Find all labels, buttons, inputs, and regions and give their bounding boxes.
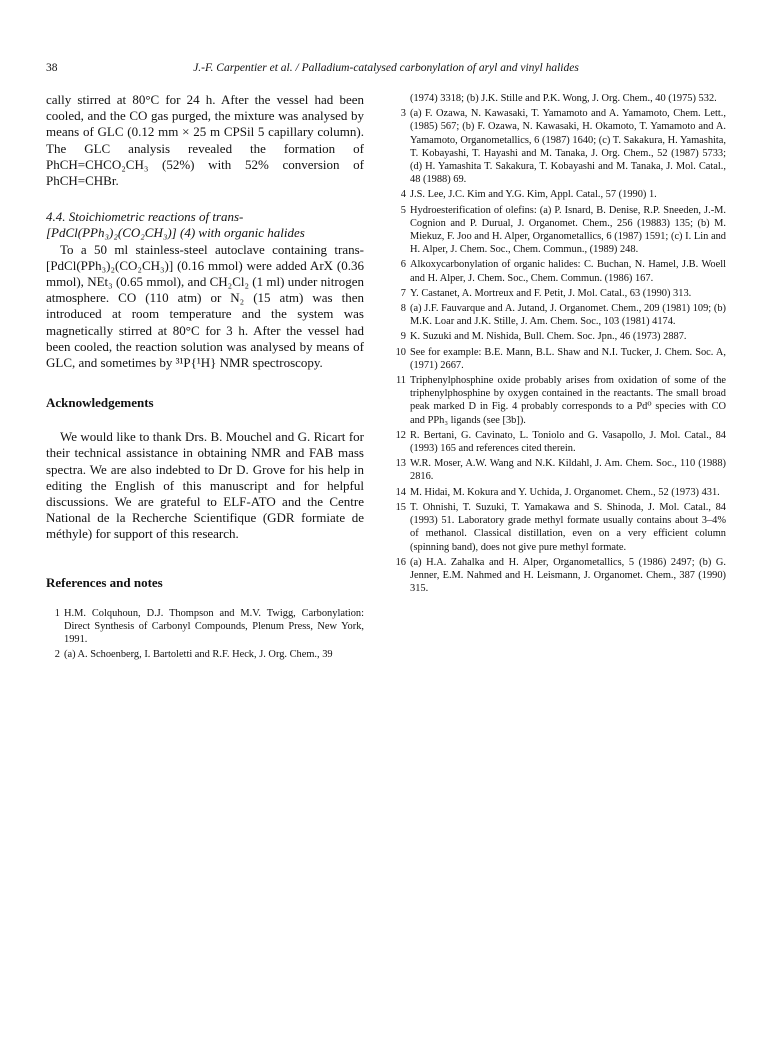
- reference-list-left: [46, 607, 364, 662]
- right-column: [392, 92, 726, 597]
- acknowledgements-heading: Acknowledgements: [46, 395, 154, 411]
- reference-item: 2 (a) A. Schoenberg, I. Bartoletti and R.F. Heck, J. Org. Chem., 39: [54, 649, 333, 661]
- acknowledgements-text: We would like to thank Drs. B. Mouchel and G. Ricart for their technical assistance in obtaining NMR and FAB mass spectra. We are also indebted to Dr D. Grove for his help in editing the English of this manuscript and for helpful discussions. We are grateful to ELF-ATO and the Centre National de la Recherche Scientifique (GDR formiate de méthyle) for support of this research.: [46, 429, 364, 542]
- reference-item: 3 (a) F. Ozawa, N. Kawasaki, T. Yamamoto and A. Yamamoto, Chem. Lett., (1985) 567; (b) F. Ozawa, N. Kawasaki, H. Okamoto, T. Yamamoto and A. Yamamoto, Organometallics, 6 (1987) 1640; (c) T. Sakakura, H. Yamashita, T. Kobayashi, T. Hayashi and M. Tanaka, J. Org. Chem., 52 (1987) 5733; (d) H. Yamashita T. Sakakura, T. Kobayashi and M. Tanaka, J. Mol. Catal., 48 (1988) 69.: [400, 108, 726, 186]
- reference-item: 14 M. Hidai, M. Kokura and Y. Uchida, J. Organomet. Chem., 52 (1973) 431.: [395, 486, 720, 498]
- experimental-paragraph-continued: cally stirred at 80°C for 24 h. After the vessel had been cooled, and the CO gas purged, the mixture was analysed by means of GLC (0.12 mm × 25 m CPSil 5 capillary column). The GLC analysis revealed the formation of PhCH=CHCO₂CH₃ (52%) with 52% conversion of PhCH=CHBr.: [46, 92, 364, 189]
- reference-item: 4 J.S. Lee, J.C. Kim and Y.G. Kim, Appl. Catal., 57 (1990) 1.: [400, 189, 657, 201]
- reference-item: 5 Hydroesterification of olefins: (a) P. Isnard, B. Denise, R.P. Sneeden, J.-M. Cognion and P. Durual, J. Organomet. Chem., 256 (19883) 135; (b) M. Miekuz, F. Joo and H. Alper, Organometallics, 6 (1987) 1591; (c) I. Lin and H. Alper, J. Chem. Soc., Chem. Commun., (1989) 248.: [400, 204, 726, 256]
- page-number: 38: [46, 62, 58, 74]
- reference-item: 12 R. Bertani, G. Cavinato, L. Toniolo and G. Vasapollo, J. Mol. Catal., 84 (1993) 165 and references cited therein.: [395, 429, 726, 455]
- reference-item: 16 (a) H.A. Zahalka and H. Alper, Organometallics, 5 (1986) 2497; (b) G. Jenner, E.M. Nahmed and H. Leismann, J. Organomet. Chem., 387 (1990) 315.: [395, 556, 726, 595]
- reference-item: 9 K. Suzuki and M. Nishida, Bull. Chem. Soc. Jpn., 46 (1973) 2887.: [400, 331, 687, 343]
- reference-item: 1 H.M. Colquhoun, D.J. Thompson and M.V. Twigg, Carbonylation: Direct Synthesis of Carbonyl Compounds, Plenum Press, New York, 1991.: [54, 607, 364, 646]
- reference-item: 7 Y. Castanet, A. Mortreux and F. Petit, J. Mol. Catal., 63 (1990) 313.: [400, 287, 692, 299]
- reference-item: 10 See for example: B.E. Mann, B.L. Shaw and N.I. Tucker, J. Chem. Soc. A, (1971) 2667.: [395, 346, 726, 371]
- reference-item: 8 (a) J.F. Fauvarque and A. Jutand, J. Organomet. Chem., 209 (1981) 109; (b) M.K. Loar and J.K. Stille, J. Am. Chem. Soc., 103 (1981) 4174.: [400, 303, 726, 328]
- section-title: 4.4. Stoichiometric reactions of trans-[PdCl(PPh₃)₂(CO₂CH₃)] (4) with organic halides: [46, 209, 305, 241]
- reference-item: 11 Triphenylphosphine oxide probably arises from oxidation of some of the triphenylphosphine by oxygen contained in the reactants. The small broad peak marked D in Fig. 4 probably corresponds to a Pd⁰ species with CO and PPh₃ ligands (see [3b]).: [395, 375, 726, 426]
- left-column: [46, 92, 364, 663]
- reference-item: 15 T. Ohnishi, T. Suzuki, T. Yamakawa and S. Shinoda, J. Mol. Catal., 84 (1993) 51. Laboratory grade methyl formate usually contains about 3–4% of methanol. Classical distillation, even on a very efficient column (spinning band), does not give pure methyl formate.: [395, 501, 726, 553]
- experimental-paragraph: To a 50 ml stainless-steel autoclave containing trans-[PdCl(PPh₃)₂(CO₂CH₃)] (0.16 mmol) were added ArX (0.36 mmol), NEt₃ (0.65 mmol), and CH₂Cl₂ (1 ml) under nitrogen atmosphere. CO (110 atm) or N₂ (15 atm) was then introduced at room temperature and the system was magnetically stirred at 80°C for 3 h. After the vessel had been cooled, the reaction solution was analysed by means of GLC, and sometimes by ³¹P{¹H} NMR spectroscopy.: [46, 241, 364, 371]
- reference-item: 13 W.R. Moser, A.W. Wang and N.K. Kildahl, J. Am. Chem. Soc., 110 (1988) 2816.: [395, 458, 726, 483]
- references-heading: References and notes: [46, 574, 163, 590]
- reference-item-continued: (1974) 3318; (b) J.K. Stille and P.K. Wong, J. Org. Chem., 40 (1975) 532.: [410, 93, 717, 104]
- running-title: J.-F. Carpentier et al. / Palladium-catalysed carbonylation of aryl and vinyl halides: [193, 62, 579, 74]
- reference-list-right: [392, 92, 726, 595]
- reference-item: 6 Alkoxycarbonylation of organic halides: C. Buchan, N. Hamel, J.B. Woell and H. Alper, J. Chem. Soc., Chem. Commun. (1986) 167.: [400, 259, 726, 284]
